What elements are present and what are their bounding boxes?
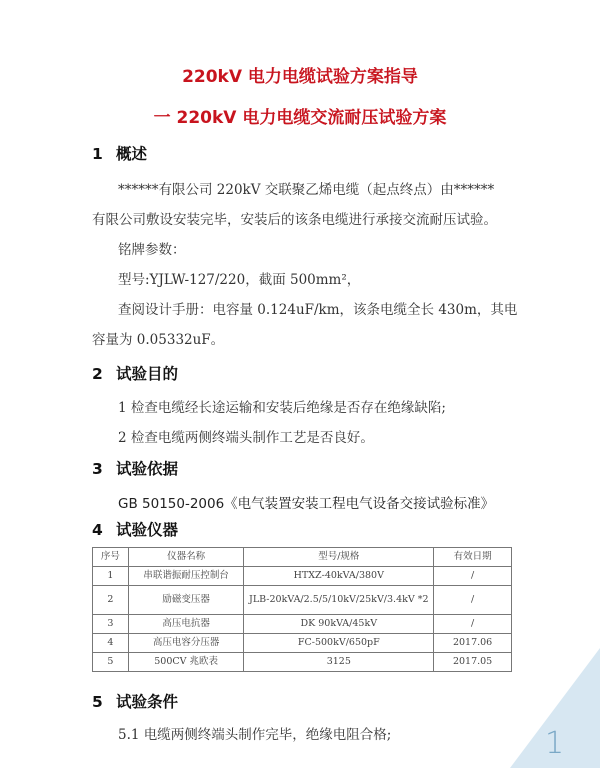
cell-valid-date: 2017.06 bbox=[434, 634, 512, 653]
instruments-table bbox=[92, 547, 512, 672]
section-heading-instruments bbox=[92, 518, 178, 540]
cell-index: 1 bbox=[93, 567, 129, 586]
header-name: 仪器名称 bbox=[128, 548, 244, 567]
section-title: 试验依据 bbox=[116, 460, 179, 478]
header-model: 型号/规格 bbox=[244, 548, 434, 567]
section-number: 4 bbox=[92, 521, 103, 539]
cell-name: 高压电容分压器 bbox=[128, 634, 244, 653]
cell-valid-date: 2017.05 bbox=[434, 653, 512, 672]
purpose-item-1: 1 检查电缆经长途运输和安装后绝缘是否存在绝缘缺陷; bbox=[118, 400, 446, 416]
cell-index: 4 bbox=[93, 634, 129, 653]
cell-valid-date: / bbox=[434, 615, 512, 634]
cell-name: 励磁变压器 bbox=[128, 586, 244, 615]
cell-valid-date: / bbox=[434, 586, 512, 615]
section-heading-basis bbox=[92, 457, 178, 479]
section-heading-overview bbox=[92, 142, 147, 164]
section-heading-conditions bbox=[92, 690, 178, 712]
cell-index: 5 bbox=[93, 653, 129, 672]
cell-name: 高压电抗器 bbox=[128, 615, 244, 634]
section-number: 3 bbox=[92, 460, 103, 478]
cell-model: FC-500kV/650pF bbox=[244, 634, 434, 653]
section-title: 概述 bbox=[116, 145, 148, 163]
purpose-item-2: 2 检查电缆两侧终端头制作工艺是否良好。 bbox=[118, 430, 374, 446]
conditions-item-1: 5.1 电缆两侧终端头制作完毕，绝缘电阻合格; bbox=[118, 727, 392, 743]
document-subtitle: 一 220kV 电力电缆交流耐压试验方案 bbox=[153, 108, 447, 128]
section-number: 2 bbox=[92, 365, 103, 383]
cell-index: 2 bbox=[93, 586, 129, 615]
section-title: 试验仪器 bbox=[116, 521, 179, 539]
section-title: 试验条件 bbox=[116, 693, 179, 711]
table-row bbox=[93, 567, 512, 586]
overview-line-4: 型号:YJLW-127/220，截面 500mm²， bbox=[118, 272, 361, 288]
page-number: 1 bbox=[545, 726, 565, 761]
cell-model: DK 90kVA/45kV bbox=[244, 615, 434, 634]
overview-line-3: 铭牌参数： bbox=[118, 242, 186, 258]
table-header-row bbox=[93, 548, 512, 567]
overview-line-5: 查阅设计手册：电容量 0.124uF/km，该条电缆全长 430m，其电 bbox=[118, 302, 518, 318]
standard-reference: GB 50150-2006《电气装置安装工程电气设备交接试验标准》 bbox=[118, 496, 495, 512]
cell-model: JLB-20kVA/2.5/5/10kV/25kV/3.4kV *2 bbox=[244, 586, 434, 615]
header-index: 序号 bbox=[93, 548, 129, 567]
overview-line-1: ******有限公司 220kV 交联聚乙烯电缆（起点终点）由****** bbox=[118, 182, 495, 198]
table-row bbox=[93, 586, 512, 615]
cell-valid-date: / bbox=[434, 567, 512, 586]
overview-line-6: 容量为 0.05332uF。 bbox=[92, 332, 225, 348]
section-number: 5 bbox=[92, 693, 103, 711]
section-number: 1 bbox=[92, 145, 103, 163]
cell-model: HTXZ-40kVA/380V bbox=[244, 567, 434, 586]
cell-index: 3 bbox=[93, 615, 129, 634]
cell-name: 500CV 兆欧表 bbox=[128, 653, 244, 672]
overview-line-2: 有限公司敷设安装完毕，安装后的该条电缆进行承接交流耐压试验。 bbox=[92, 212, 497, 228]
section-title: 试验目的 bbox=[116, 365, 179, 383]
cell-model: 3125 bbox=[244, 653, 434, 672]
table-row bbox=[93, 634, 512, 653]
table-row bbox=[93, 653, 512, 672]
header-valid-date: 有效日期 bbox=[434, 548, 512, 567]
cell-name: 串联谐振耐压控制台 bbox=[128, 567, 244, 586]
document-title: 220kV 电力电缆试验方案指导 bbox=[182, 67, 418, 87]
section-heading-purpose bbox=[92, 362, 178, 384]
table-row bbox=[93, 615, 512, 634]
